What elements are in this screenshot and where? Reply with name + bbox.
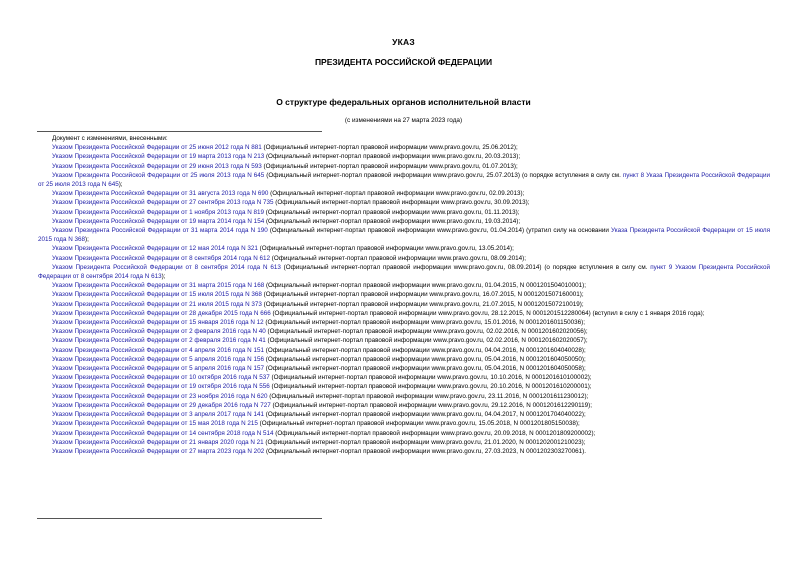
- list-item: [38, 318, 770, 327]
- list-item: [38, 373, 770, 382]
- doc-revision-note: (с изменениями на 27 марта 2023 года): [344, 117, 463, 124]
- doc-type-heading: УКАЗ: [392, 37, 415, 47]
- list-item: [38, 447, 770, 456]
- amendment-source-text: (Официальный интернет-портал правовой информации www.pravo.gov.ru, 04.04.2016, N 0001201604040028);: [263, 346, 586, 354]
- amendment-link[interactable]: Указом Президента Российской Федерации от 14 сентября 2018 года N 514: [52, 429, 274, 437]
- amendment-closing-text: );: [161, 273, 166, 281]
- amendment-source-text: (Официальный интернет-портал правовой информации www.pravo.gov.ru, 29.12.2016, N 0001201612290119);: [270, 401, 593, 409]
- amendment-link[interactable]: Указом Президента Российской Федерации от 3 апреля 2017 года N 141: [52, 411, 264, 419]
- amendment-source-text: (Официальный интернет-портал правовой информации www.pravo.gov.ru, 02.02.2016, N 0001201602020057);: [265, 337, 588, 345]
- amendment-link[interactable]: Указом Президента Российской Федерации от 4 апреля 2016 года N 151: [52, 346, 264, 354]
- amendment-link[interactable]: Указом Президента Российской Федерации от 8 сентября 2014 года N 613: [52, 263, 281, 271]
- amendment-link[interactable]: Указом Президента Российской Федерации от 25 июня 2012 года N 881: [52, 144, 262, 152]
- amendment-link[interactable]: Указом Президента Российской Федерации от 19 марта 2013 года N 213: [52, 153, 265, 161]
- amendment-source-text: (Официальный интернет-портал правовой информации www.pravo.gov.ru, 27.03.2023, N 0001202303270061).: [264, 447, 586, 455]
- amendment-link[interactable]: Указом Президента Российской Федерации от 31 августа 2013 года N 690: [52, 190, 269, 198]
- list-item: [38, 346, 770, 355]
- amendment-source-text: (Официальный интернет-портал правовой информации www.pravo.gov.ru, 05.04.2016, N 0001201604050050);: [263, 355, 586, 363]
- amendment-link[interactable]: Указом Президента Российской Федерации от 5 апреля 2016 года N 156: [52, 355, 264, 363]
- amendment-link[interactable]: Указом Президента Российской Федерации от 5 апреля 2016 года N 157: [52, 365, 264, 373]
- list-item: [38, 226, 770, 244]
- amendment-link[interactable]: Указом Президента Российской Федерации от 29 июня 2013 года N 593: [52, 162, 262, 170]
- amendment-source-text: (Официальный интернет-портал правовой информации www.pravo.gov.ru, 15.01.2016, N 0001201601150036);: [263, 319, 585, 327]
- doc-issuer-heading: ПРЕЗИДЕНТА РОССИЙСКОЙ ФЕДЕРАЦИИ: [314, 57, 493, 67]
- amendment-source-text: (Официальный интернет-портал правовой информации www.pravo.gov.ru, 21.01.2020, N 0001202001210023);: [263, 438, 586, 446]
- amendment-link[interactable]: Указом Президента Российской Федерации от 28 декабря 2015 года N 666: [52, 309, 271, 317]
- list-item: [38, 410, 770, 419]
- amendment-link[interactable]: Указом Президента Российской Федерации от 19 марта 2014 года N 154: [52, 217, 265, 225]
- changes-list: [38, 134, 770, 456]
- related-provision-link[interactable]: пункт 9 Указом Президента Российской Федерации от 8 сентября 2014 года N 613: [38, 263, 770, 281]
- amendment-link[interactable]: Указом Президента Российской Федерации от 21 января 2020 года N 21: [52, 438, 264, 446]
- amendment-link[interactable]: Указом Президента Российской Федерации от 2 февраля 2016 года N 40: [52, 328, 266, 336]
- list-item: [38, 254, 770, 263]
- list-item: [38, 281, 770, 290]
- amendment-link[interactable]: Указом Президента Российской Федерации от 15 июля 2015 года N 368: [52, 291, 262, 299]
- amendment-link[interactable]: Указом Президента Российской Федерации от 8 сентября 2014 года N 612: [52, 254, 271, 262]
- list-item: [38, 364, 770, 373]
- list-item: [38, 419, 770, 428]
- list-item: [38, 429, 770, 438]
- list-item: [38, 355, 770, 364]
- amendment-source-text: (Официальный интернет-портал правовой информации www.pravo.gov.ru, 25.06.2012);: [261, 144, 518, 152]
- list-item: [38, 290, 770, 299]
- amendment-source-text: (Официальный интернет-портал правовой информации www.pravo.gov.ru, 15.05.2018, N 0001201805150038);: [257, 420, 580, 428]
- amendment-source-text: (Официальный интернет-портал правовой информации www.pravo.gov.ru, 19.03.2014);: [264, 217, 521, 225]
- amendment-source-text: (Официальный интернет-портал правовой информации www.pravo.gov.ru, 05.04.2016, N 0001201604050058);: [263, 365, 586, 373]
- list-item: [38, 327, 770, 336]
- amendment-link[interactable]: Указом Президента Российской Федерации от 27 марта 2023 года N 202: [52, 447, 265, 455]
- related-provision-link[interactable]: Указа Президента Российской Федерации от 15 июля 2015 года N 368: [38, 227, 771, 244]
- amendment-link[interactable]: Указом Президента Российской Федерации от 25 июля 2013 года N 645: [52, 171, 265, 179]
- amendment-source-text: (Официальный интернет-портал правовой информации www.pravo.gov.ru, 20.03.2013);: [264, 153, 521, 161]
- amendment-closing-text: );: [85, 236, 89, 244]
- list-item: [38, 263, 770, 281]
- amendment-link[interactable]: Указом Президента Российской Федерации от 12 мая 2014 года N 321: [52, 245, 258, 253]
- amendment-source-text: (Официальный интернет-портал правовой информации www.pravo.gov.ru, 01.04.2014) (утратил силу на основании: [267, 227, 612, 235]
- amendment-source-text: (Официальный интернет-портал правовой информации www.pravo.gov.ru, 30.09.2013);: [273, 199, 530, 207]
- changes-top-divider: [37, 131, 322, 132]
- amendment-link[interactable]: Указом Президента Российской Федерации от 21 июля 2015 года N 373: [52, 300, 262, 308]
- list-item: [38, 198, 770, 207]
- changes-items: [38, 143, 770, 456]
- list-item: [38, 152, 770, 161]
- list-item: [38, 208, 770, 217]
- related-provision-link[interactable]: пункт 8 Указа Президента Российской Федерации от 25 июля 2013 года N 645: [38, 171, 770, 189]
- amendment-link[interactable]: Указом Президента Российской Федерации от 29 декабря 2016 года N 727: [52, 401, 271, 409]
- amendment-link[interactable]: Указом Президента Российской Федерации от 15 января 2016 года N 12: [52, 319, 264, 327]
- amendment-closing-text: );: [118, 181, 123, 189]
- amendment-source-text: (Официальный интернет-портал правовой информации www.pravo.gov.ru, 01.04.2015, N 0001201504010001);: [264, 282, 586, 290]
- list-item: [38, 143, 770, 152]
- amendment-link[interactable]: Указом Президента Российской Федерации от 27 сентября 2013 года N 735: [52, 199, 274, 207]
- list-item: [38, 309, 770, 318]
- amendment-source-text: (Официальный интернет-портал правовой информации www.pravo.gov.ru, 13.05.2014);: [257, 245, 514, 253]
- amendment-source-text: (Официальный интернет-портал правовой информации www.pravo.gov.ru, 02.02.2016, N 0001201602020056);: [265, 328, 588, 336]
- amendment-link[interactable]: Указом Президента Российской Федерации от 15 мая 2018 года N 215: [52, 420, 258, 428]
- list-item: [38, 336, 770, 345]
- list-item: [38, 189, 770, 198]
- amendment-source-text: (Официальный интернет-портал правовой информации www.pravo.gov.ru, 01.07.2013);: [261, 162, 518, 170]
- amendment-link[interactable]: Указом Президента Российской Федерации от 1 ноября 2013 года N 819: [52, 208, 265, 216]
- amendment-source-text: (Официальный интернет-портал правовой информации www.pravo.gov.ru, 04.04.2017, N 0001201704040022);: [263, 411, 586, 419]
- list-item: [38, 162, 770, 171]
- list-item: [38, 401, 770, 410]
- amendment-source-text: (Официальный интернет-портал правовой информации www.pravo.gov.ru, 08.09.2014) (о порядке вступления в силу см.: [280, 263, 651, 271]
- amendment-link[interactable]: Указом Президента Российской Федерации от 10 октября 2016 года N 537: [52, 374, 270, 382]
- list-item: [38, 217, 770, 226]
- list-item: [38, 300, 770, 309]
- amendment-source-text: (Официальный интернет-портал правовой информации www.pravo.gov.ru, 21.07.2015, N 0001201507210019);: [261, 300, 584, 308]
- amendment-source-text: (Официальный интернет-портал правовой информации www.pravo.gov.ru, 02.09.2013);: [268, 190, 525, 198]
- changes-header: Документ с изменениями, внесенными:: [52, 135, 168, 142]
- amendment-source-text: (Официальный интернет-портал правовой информации www.pravo.gov.ru, 23.11.2016, N 0001201611230012);: [267, 392, 589, 400]
- amendment-link[interactable]: Указом Президента Российской Федерации от 2 февраля 2016 года N 41: [52, 337, 266, 345]
- changes-bottom-divider: [37, 518, 322, 519]
- list-item: [38, 244, 770, 253]
- amendment-source-text: (Официальный интернет-портал правовой информации www.pravo.gov.ru, 20.09.2018, N 0001201809200002);: [273, 429, 596, 437]
- amendment-link[interactable]: Указом Президента Российской Федерации от 19 октября 2016 года N 556: [52, 383, 270, 391]
- amendment-source-text: (Официальный интернет-портал правовой информации www.pravo.gov.ru, 20.10.2016, N 0001201610200001);: [269, 383, 592, 391]
- amendment-link[interactable]: Указом Президента Российской Федерации от 31 марта 2014 года N 190: [52, 227, 268, 235]
- doc-title: О структуре федеральных органов исполнительной власти: [276, 97, 531, 107]
- amendment-link[interactable]: Указом Президента Российской Федерации от 31 марта 2015 года N 168: [52, 282, 265, 290]
- list-item: [38, 392, 770, 401]
- amendment-source-text: (Официальный интернет-портал правовой информации www.pravo.gov.ru, 16.07.2015, N 0001201507160001);: [261, 291, 584, 299]
- list-item: [38, 382, 770, 391]
- list-item: [38, 438, 770, 447]
- amendment-source-text: (Официальный интернет-портал правовой информации www.pravo.gov.ru, 28.12.2015, N 0001201512280064) (вступил в силу с 1 января 2016 года);: [270, 309, 705, 317]
- amendment-link[interactable]: Указом Президента Российской Федерации от 23 ноября 2016 года N 620: [52, 392, 268, 400]
- list-item: [38, 171, 770, 189]
- amendment-source-text: (Официальный интернет-портал правовой информации www.pravo.gov.ru, 08.09.2014);: [270, 254, 527, 262]
- amendment-source-text: (Официальный интернет-портал правовой информации www.pravo.gov.ru, 10.10.2016, N 0001201610100002);: [269, 374, 592, 382]
- amendment-source-text: (Официальный интернет-портал правовой информации www.pravo.gov.ru, 01.11.2013);: [264, 208, 520, 216]
- amendment-source-text: (Официальный интернет-портал правовой информации www.pravo.gov.ru, 25.07.2013) (о порядке вступления в силу см.: [264, 171, 623, 179]
